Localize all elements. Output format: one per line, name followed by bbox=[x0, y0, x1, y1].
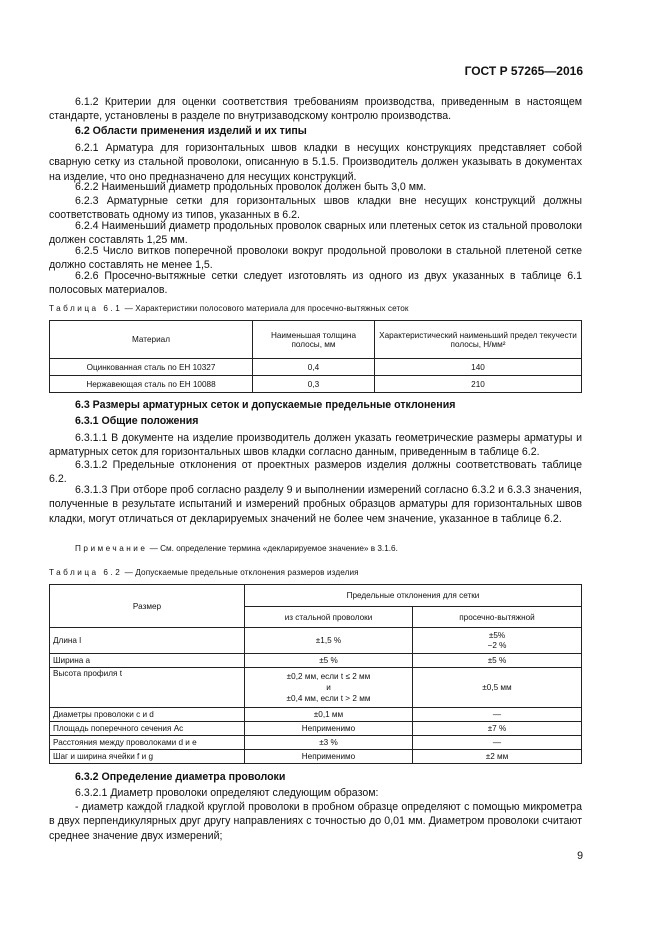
note: Примечание — См. определение термина «декларируемое значение» в 3.1.6. bbox=[75, 544, 398, 553]
table-6-2-header-expanded: просечно-вытяжной bbox=[413, 607, 582, 628]
table-cell: Шаг и ширина ячейки f и g bbox=[50, 750, 245, 764]
table-6-2-header-group: Предельные отклонения для сетки bbox=[245, 585, 582, 607]
table-cell: Неприменимо bbox=[245, 750, 413, 764]
heading-6-3-2: 6.3.2 Определение диаметра проволоки bbox=[75, 771, 286, 783]
table-6-1 bbox=[49, 320, 582, 393]
paragraph-6-3-2-1: 6.3.2.1 Диаметр проволоки определяют следующим образом: bbox=[75, 787, 379, 799]
table-cell: ±0,2 мм, если t ≤ 2 мм и ±0,4 мм, если t > 2 мм bbox=[245, 668, 413, 708]
table-6-2-header-size: Размер bbox=[50, 585, 245, 628]
table-6-1-header: Наименьшая толщина полосы, мм bbox=[253, 321, 375, 359]
paragraph-6-2-2: 6.2.2 Наименьший диаметр продольных проволок должен быть 3,0 мм. bbox=[75, 181, 427, 193]
table-cell: — bbox=[413, 736, 582, 750]
table-cell: ±0,1 мм bbox=[245, 708, 413, 722]
table-cell: 0,3 bbox=[253, 376, 375, 393]
table-cell: ±1,5 % bbox=[245, 628, 413, 654]
paragraph-6-3-1-3: 6.3.1.3 При отборе проб согласно разделу 9 и выполнении измерений согласно 6.3.2 и 6.3.3 значения, полученные в результате испытаний и измерений пробных образцов арматуры для горизонтальных швов кладки, могут отличаться от декларируемых значений не более чем значение, указанное в таблице 6.2. bbox=[49, 484, 582, 525]
paragraph-6-2-1: 6.2.1 Арматура для горизонтальных швов кладки в несущих конструкциях представляет собой сварную сетку из стальной проволоки, описанную в 5.1.5. Производитель должен указывать в документах на изделие, что оно предназначено для несущих конструкций. bbox=[49, 142, 582, 183]
table-cell: Площадь поперечного сечения Ac bbox=[50, 722, 245, 736]
paragraph-6-2-5: 6.2.5 Число витков поперечной проволоки вокруг продольной проволоки в стальной плетеной сетке должно составлять не менее 1,5. bbox=[49, 245, 582, 272]
paragraph-6-3-1-2: 6.3.1.2 Предельные отклонения от проектных размеров изделия должны соответствовать таблице 6.2. bbox=[49, 459, 582, 486]
paragraph-6-3-2-1-item: - диаметр каждой гладкой круглой проволоки в пробном образце определяют с помощью микрометра в двух перпендикулярных друг другу направлениях с точностью до 0,01 мм. Диаметром проволоки считают среднее значение двух измерений; bbox=[49, 801, 582, 842]
paragraph-6-2-6: 6.2.6 Просечно-вытяжные сетки следует изготовлять из одного из двух указанных в таблице 6.1 полосовых материалов. bbox=[49, 270, 582, 297]
table-cell: ±5 % bbox=[245, 654, 413, 668]
table-cell: ±3 % bbox=[245, 736, 413, 750]
paragraph-6-3-1-1: 6.3.1.1 В документе на изделие производитель должен указать геометрические размеры арматуры и арматурных сеток для горизонтальных швов кладки согласно данным, приведенным в таблице 6.2. bbox=[49, 432, 582, 459]
table-cell: Оцинкованная сталь по ЕН 10327 bbox=[50, 359, 253, 376]
table-6-1-header: Материал bbox=[50, 321, 253, 359]
table-6-2-header-steel: из стальной проволоки bbox=[245, 607, 413, 628]
table-cell: Нержавеющая сталь по ЕН 10088 bbox=[50, 376, 253, 393]
heading-6-3: 6.3 Размеры арматурных сеток и допускаемые предельные отклонения bbox=[75, 399, 456, 411]
paragraph-6-2-3: 6.2.3 Арматурные сетки для горизонтальных швов кладки вне несущих конструкций должны соответствовать одному из типов, указанных в 6.2. bbox=[49, 195, 582, 222]
table-cell: Длина l bbox=[50, 628, 245, 654]
table-6-1-header: Характеристический наименьший предел текучести полосы, Н/мм² bbox=[375, 321, 582, 359]
table-cell: ±0,5 мм bbox=[413, 668, 582, 708]
table-cell: Высота профиля t bbox=[50, 668, 245, 708]
table-cell: Расстояния между проволоками d и e bbox=[50, 736, 245, 750]
table-cell: — bbox=[413, 708, 582, 722]
paragraph-6-2-4: 6.2.4 Наименьший диаметр продольных проволок сварных или плетеных сеток из стальной проволоки должен составлять 1,25 мм. bbox=[49, 220, 582, 247]
table-6-2 bbox=[49, 584, 582, 764]
document-id: ГОСТ Р 57265—2016 bbox=[464, 64, 583, 78]
heading-6-3-1: 6.3.1 Общие положения bbox=[75, 415, 199, 427]
table-cell: Неприменимо bbox=[245, 722, 413, 736]
table-cell: 0,4 bbox=[253, 359, 375, 376]
table-cell: Диаметры проволоки c и d bbox=[50, 708, 245, 722]
page-number: 9 bbox=[577, 850, 583, 862]
table-cell: 140 bbox=[375, 359, 582, 376]
table-6-2-caption: Таблица 6.2 — Допускаемые предельные отклонения размеров изделия bbox=[49, 568, 359, 577]
table-cell: ±7 % bbox=[413, 722, 582, 736]
table-cell: ±5% −2 % bbox=[413, 628, 582, 654]
table-cell: 210 bbox=[375, 376, 582, 393]
heading-6-2: 6.2 Области применения изделий и их типы bbox=[75, 125, 307, 137]
table-6-1-caption: Таблица 6.1 — Характеристики полосового материала для просечно-вытяжных сеток bbox=[49, 304, 409, 313]
table-cell: Ширина a bbox=[50, 654, 245, 668]
paragraph-6-1-2: 6.1.2 Критерии для оценки соответствия требованиям производства, приведенным в настоящем стандарте, установлены в разделе по внутризаводскому контролю производства. bbox=[49, 96, 582, 123]
table-cell: ±5 % bbox=[413, 654, 582, 668]
table-cell: ±2 мм bbox=[413, 750, 582, 764]
